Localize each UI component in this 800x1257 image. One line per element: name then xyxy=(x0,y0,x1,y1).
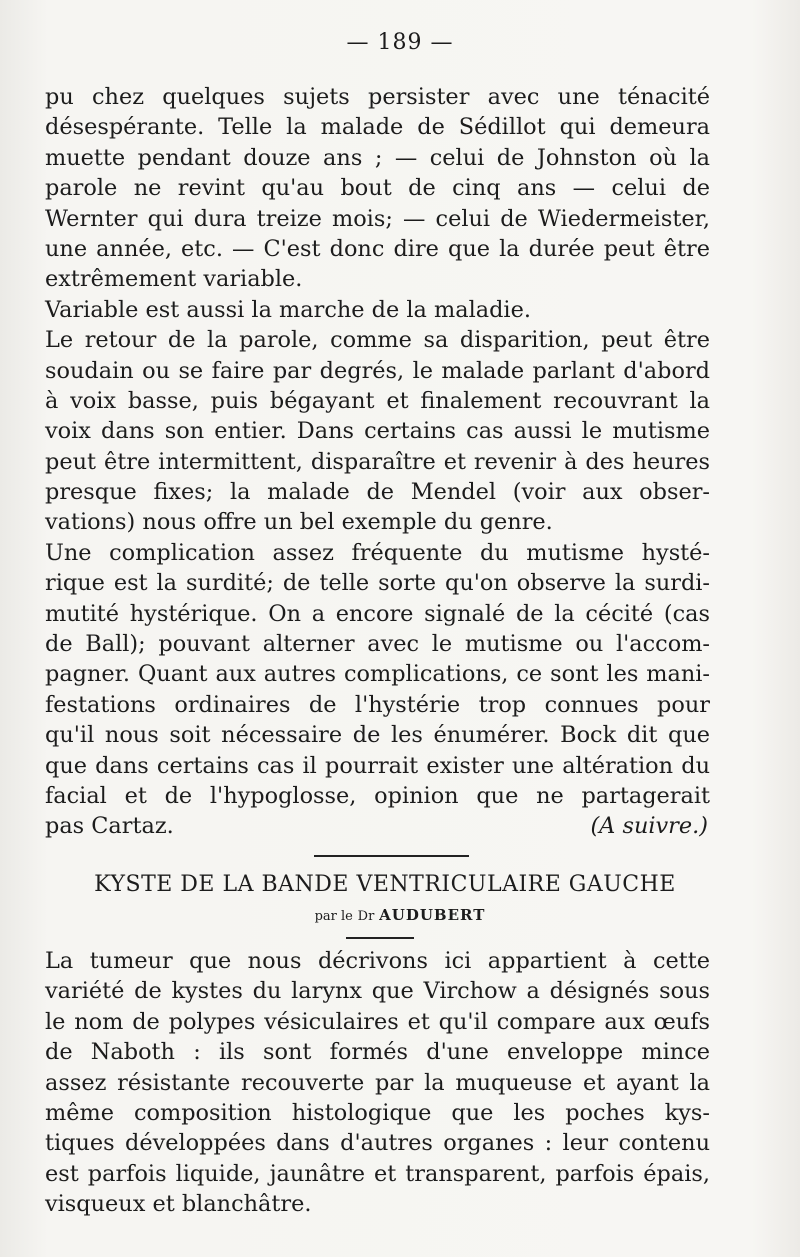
text-line: visqueux et blanchâtre. xyxy=(45,1191,312,1218)
text-line: muette pendant douze ans ; — celui de Johnston où la xyxy=(45,144,710,171)
article-byline xyxy=(0,906,800,924)
text-line: parole ne revint qu'au bout de cinq ans — celui de xyxy=(45,175,710,202)
title-underline xyxy=(346,937,414,939)
text-line: rique est la surdité; de telle sorte qu'on observe la surdi- xyxy=(45,570,710,597)
text-line: La tumeur que nous décrivons ici appartient à cette xyxy=(45,948,710,974)
text-line: qu'il nous soit nécessaire de les énumérer. Bock dit que xyxy=(45,722,710,749)
text-line: une année, etc. — C'est donc dire que la durée peut être xyxy=(45,235,710,262)
text-line: de Ball); pouvant alterner avec le mutisme ou l'accom- xyxy=(45,631,710,658)
text-line: Une complication assez fréquente du mutisme hysté- xyxy=(45,539,710,566)
text-line: tiques développées dans d'autres organes : leur contenu xyxy=(45,1130,710,1157)
body-text-lower xyxy=(45,946,710,1220)
byline-prefix: par le xyxy=(314,909,353,924)
text-line: est parfois liquide, jaunâtre et transparent, parfois épais, xyxy=(45,1160,710,1187)
byline-author: AUDUBERT xyxy=(379,906,486,924)
continued-label: (A suivre.) xyxy=(590,813,708,840)
text-line: mutité hystérique. On a encore signalé de la cécité (cas xyxy=(45,600,710,627)
text-line: peut être intermittent, disparaître et revenir à des heures xyxy=(45,448,710,475)
section-divider xyxy=(314,855,469,857)
text-line: Variable est aussi la marche de la maladie. xyxy=(45,296,531,323)
text-line: pu chez quelques sujets persister avec une ténacité xyxy=(45,84,710,110)
text-line: soudain ou se faire par degrés, le malade parlant d'abord xyxy=(45,357,710,384)
text-line: facial et de l'hypoglosse, opinion que ne partagerait xyxy=(45,782,710,809)
text-line: vations) nous offre un bel exemple du genre. xyxy=(45,509,553,536)
body-text-upper xyxy=(45,82,710,842)
text-line: à voix basse, puis bégayant et finalement recouvrant la xyxy=(45,387,710,414)
article-title: KYSTE DE LA BANDE VENTRICULAIRE GAUCHE xyxy=(94,872,676,897)
text-line: presque fixes; la malade de Mendel (voir aux obser- xyxy=(45,479,710,506)
text-line: pas Cartaz. xyxy=(45,813,174,840)
text-line: extrêmement variable. xyxy=(45,266,303,293)
text-line: voix dans son entier. Dans certains cas aussi le mutisme xyxy=(45,418,710,445)
text-line: festations ordinaires de l'hystérie trop connues pour xyxy=(45,691,710,718)
text-line: même composition histologique que les poches kys- xyxy=(45,1099,710,1126)
byline-title: Dr xyxy=(357,909,375,924)
text-line: que dans certains cas il pourrait exister une altération du xyxy=(45,752,710,779)
last-text-line xyxy=(45,811,710,841)
text-line: pagner. Quant aux autres complications, ce sont les mani- xyxy=(45,661,710,688)
page-number: — 189 — xyxy=(346,30,454,55)
text-line: Wernter qui dura treize mois; — celui de Wiedermeister, xyxy=(45,205,710,232)
text-line: le nom de polypes vésiculaires et qu'il compare aux œufs xyxy=(45,1008,710,1035)
text-line: désespérante. Telle la malade de Sédillot qui demeura xyxy=(45,114,710,141)
text-line: assez résistante recouverte par la muqueuse et ayant la xyxy=(45,1069,710,1096)
text-line: de Naboth : ils sont formés d'une enveloppe mince xyxy=(45,1039,710,1066)
text-line: variété de kystes du larynx que Virchow a désignés sous xyxy=(45,978,710,1005)
text-line: Le retour de la parole, comme sa disparition, peut être xyxy=(45,327,710,354)
